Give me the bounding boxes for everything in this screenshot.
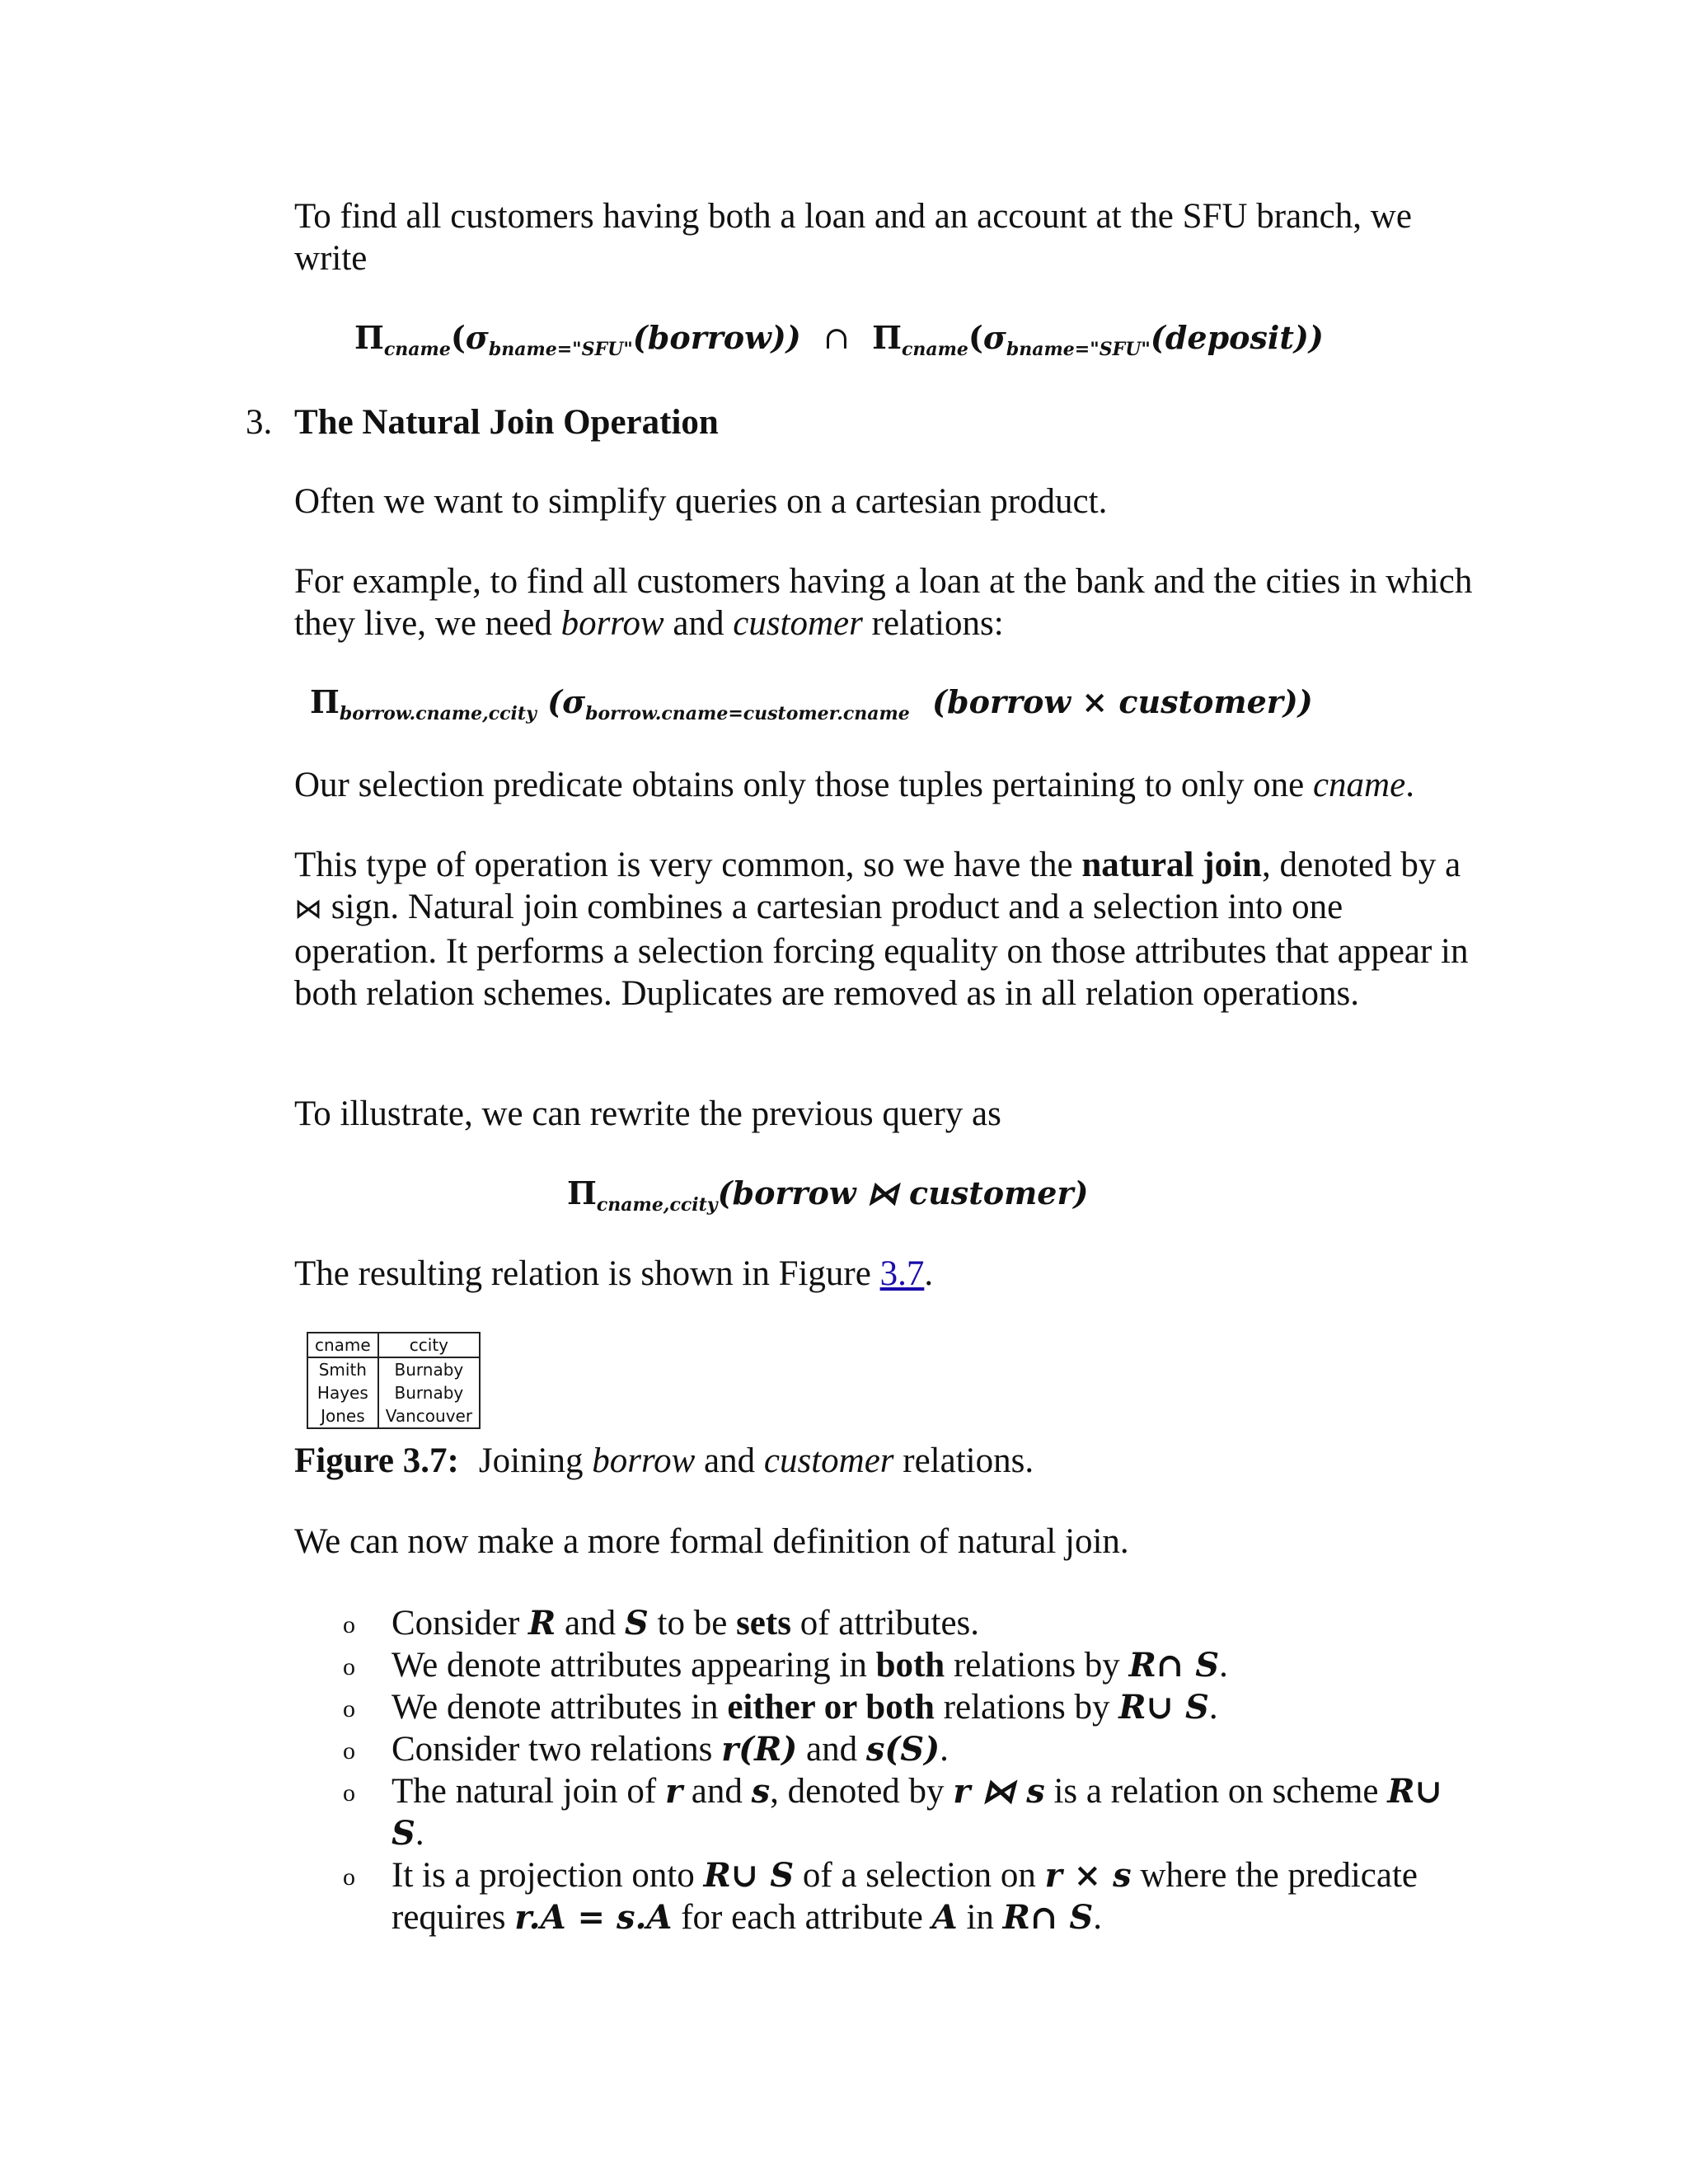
table-header: cname bbox=[307, 1333, 378, 1357]
table-cell: Jones bbox=[307, 1404, 378, 1428]
paragraph-formal-definition: We can now make a more formal definition of natural join. bbox=[294, 1522, 1129, 1561]
table-cell: Burnaby bbox=[378, 1357, 480, 1381]
table-header: ccity bbox=[378, 1333, 480, 1357]
bullet-marker: o bbox=[343, 1695, 355, 1722]
list-item: o We denote attributes appearing in both relations by R∩ S. bbox=[343, 1644, 1480, 1686]
definition-list bbox=[343, 1602, 1480, 1938]
bullet-marker: o bbox=[343, 1779, 355, 1807]
paragraph-natural-join: This type of operation is very common, so we have the natural join, denoted by a ⋈ sign. Natural join combines a cartesian product and a selection into one operation. It performs a selection forcing equality on those attributes that appear in both relation schemes. Duplicates are removed as in all relation operations. bbox=[294, 846, 1469, 1013]
section-number: 3. bbox=[246, 403, 273, 442]
section-heading bbox=[246, 401, 719, 443]
intro-paragraph: To find all customers having both a loan and an account at the SFU branch, we write bbox=[294, 197, 1412, 278]
table-row bbox=[307, 1404, 480, 1428]
equation-intersection: $\Pi_{cname}(\sigma_{bname="SFU"}(borrow))$ ∩ $\Pi_{cname}(\sigma_{bname="SFU"}(deposit))$ bbox=[354, 319, 1324, 360]
table-row bbox=[307, 1357, 480, 1381]
equation-natural-join: $\Pi_{cname,ccity}(borrow$ ⋈ customer) bbox=[567, 1174, 1089, 1216]
bullet-marker: o bbox=[343, 1863, 355, 1891]
table-header-row bbox=[307, 1333, 480, 1357]
figure-caption: Figure 3.7: Joining borrow and customer relations. bbox=[294, 1441, 1034, 1480]
list-item: o We denote attributes in either or both relations by R∪ S. bbox=[343, 1686, 1480, 1728]
list-item: o The natural join of r and s, denoted by r ⋈ s is a relation on scheme R∪ S. bbox=[343, 1772, 1443, 1853]
list-item: o It is a projection onto R∪ S of a selection on r × s where the predicate requires r.A = s.A for each attribute A in R∩ S. bbox=[343, 1856, 1418, 1937]
bullet-marker: o bbox=[343, 1737, 355, 1765]
list-item: o Consider two relations r(R) and s(S). bbox=[343, 1728, 1480, 1770]
list-item: o Consider R and S to be sets of attributes. bbox=[343, 1602, 1480, 1644]
paragraph-predicate: Our selection predicate obtains only those tuples pertaining to only one cname. bbox=[294, 766, 1414, 804]
bowtie-symbol: ⋈ bbox=[294, 893, 322, 926]
paragraph-result: The resulting relation is shown in Figure 3.7. bbox=[294, 1254, 934, 1293]
table-row bbox=[307, 1381, 480, 1404]
figure-label: Figure 3.7: bbox=[294, 1441, 459, 1480]
bullet-marker: o bbox=[343, 1653, 355, 1680]
table-cell: Vancouver bbox=[378, 1404, 480, 1428]
figure-table bbox=[307, 1332, 481, 1429]
paragraph-illustrate: To illustrate, we can rewrite the previous query as bbox=[294, 1094, 1001, 1133]
section-title: The Natural Join Operation bbox=[294, 403, 719, 442]
table-cell: Hayes bbox=[307, 1381, 378, 1404]
figure-link[interactable]: 3.7 bbox=[879, 1254, 925, 1293]
bullet-marker: o bbox=[343, 1611, 355, 1638]
table-cell: Smith bbox=[307, 1357, 378, 1381]
equation-projection-selection: $\Pi_{borrow.cname,ccity}$ ($\sigma_{borrow.cname=customer.cname}$ (borrow × customer)) bbox=[310, 683, 1313, 724]
paragraph-simplify: Often we want to simplify queries on a cartesian product. bbox=[294, 482, 1108, 521]
table-cell: Burnaby bbox=[378, 1381, 480, 1404]
paragraph-example: For example, to find all customers having a loan at the bank and the cities in which they live, we need borrow and customer relations: bbox=[294, 562, 1473, 643]
